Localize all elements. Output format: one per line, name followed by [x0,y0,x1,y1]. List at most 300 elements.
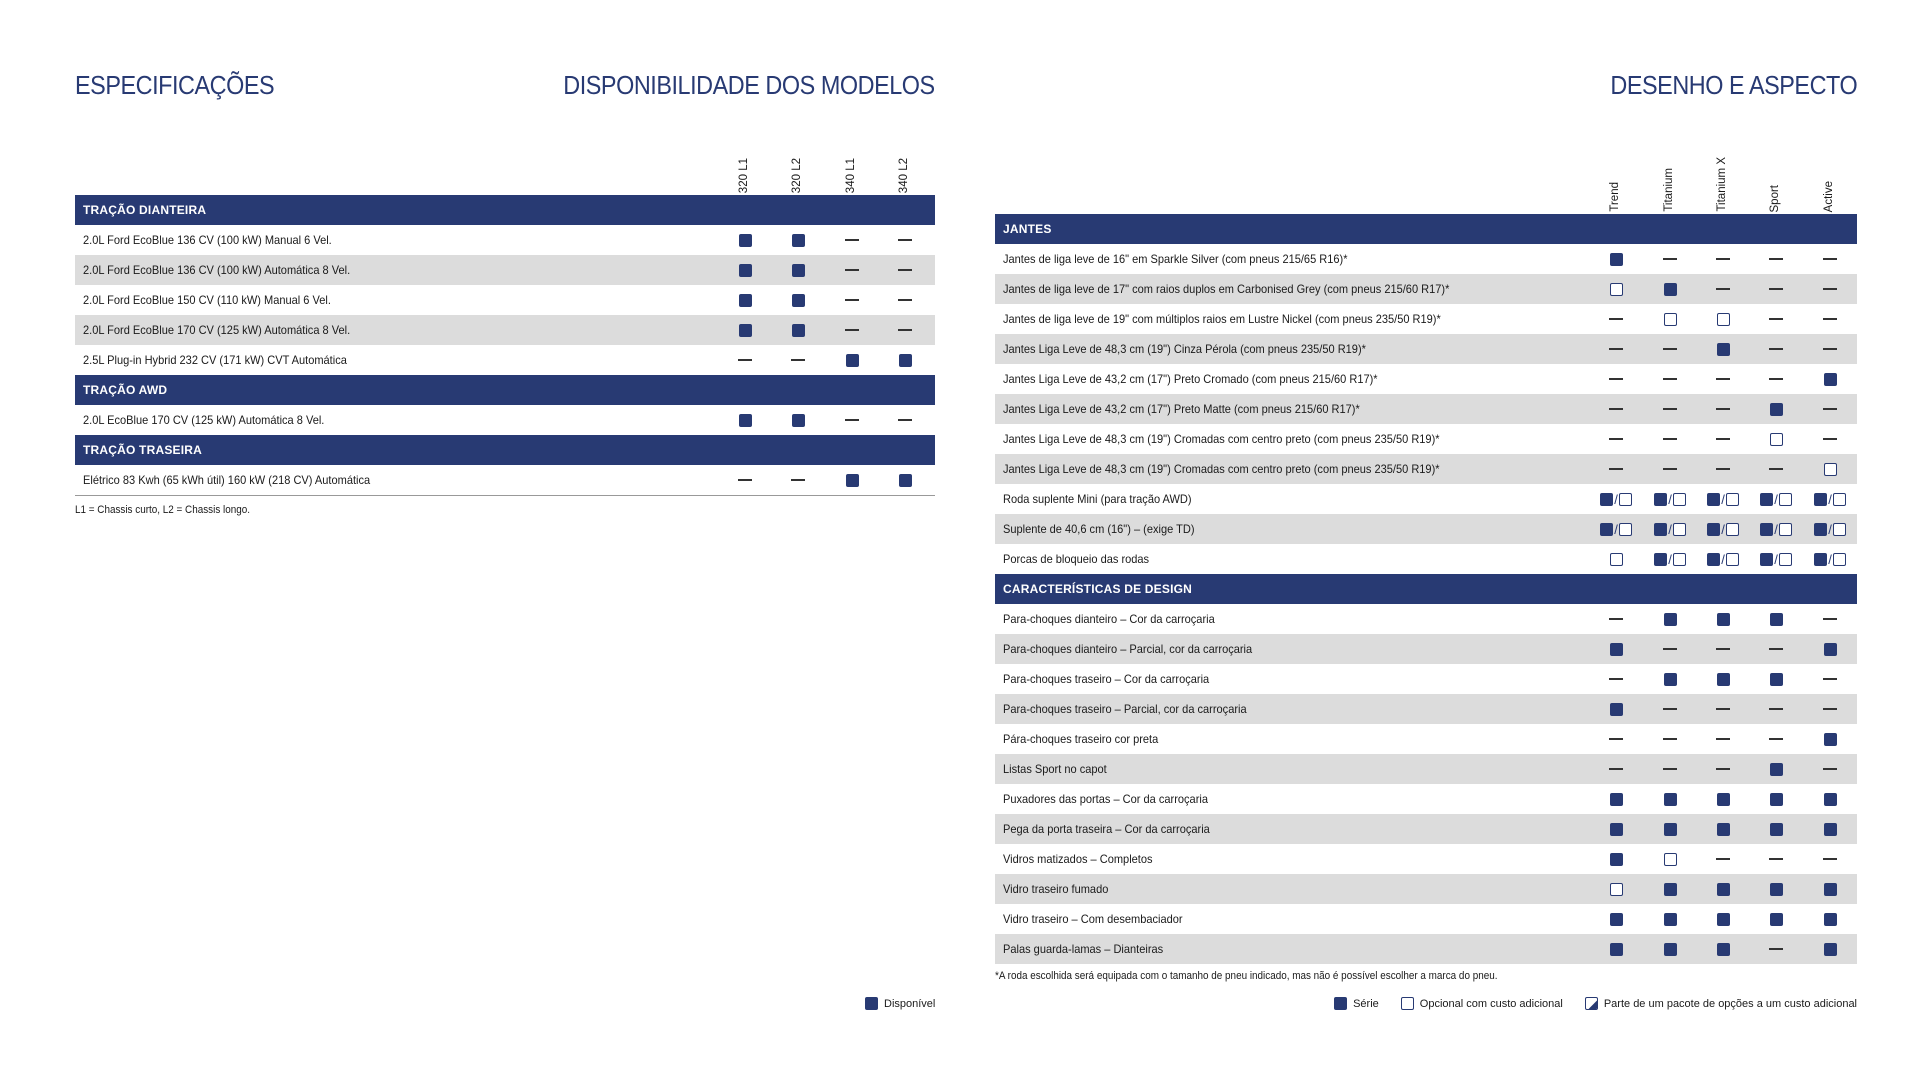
standard-square-icon [1824,823,1837,836]
value-cell [1812,514,1848,544]
not-available-dash [1769,858,1783,860]
row-label: Puxadores das portas – Cor da carroçaria [1003,792,1208,806]
value-cell [1652,544,1688,574]
value-cell [1598,394,1634,424]
not-available-dash [1609,618,1623,620]
value-cell [1758,694,1794,724]
column-header: Active [1823,180,1835,212]
value-cell [1812,544,1848,574]
value-cell [1812,724,1848,754]
table-row [75,345,935,375]
not-available-dash [898,419,912,421]
table-row [995,604,1857,634]
value-cell [1705,334,1741,364]
value-cell [727,225,763,255]
row-label: 2.0L Ford EcoBlue 136 CV (100 kW) Automática 8 Vel. [83,263,351,277]
value-cell [1758,814,1794,844]
standard-square-icon [792,324,805,337]
value-cell [887,255,923,285]
value-cell [1652,754,1688,784]
value-cell [1812,334,1848,364]
value-cell [1598,874,1634,904]
table-row [995,514,1857,544]
legend-optional [1401,997,1563,1010]
not-available-dash [1769,348,1783,350]
value-cell [1652,874,1688,904]
value-cell [1598,424,1634,454]
standard-square-icon [1717,613,1730,626]
table-row [995,424,1857,454]
table-row [995,694,1857,724]
not-available-dash [1823,678,1837,680]
not-available-dash [1769,738,1783,740]
not-available-dash [898,239,912,241]
value-cell [1758,904,1794,934]
value-cell [1705,934,1741,964]
value-cell [1812,394,1848,424]
standard-or-optional-icon: / [1600,523,1632,536]
standard-square-icon [792,234,805,247]
value-cell [834,255,870,285]
value-cell [780,285,816,315]
table-row [995,874,1857,904]
optional-square-icon [1717,313,1730,326]
standard-or-optional-icon: / [1814,493,1846,506]
not-available-dash [1663,768,1677,770]
not-available-dash [898,299,912,301]
row-label: Para-choques traseiro – Cor da carroçaria [1003,672,1210,686]
not-available-dash [1823,618,1837,620]
value-cell [1705,424,1741,454]
standard-square-icon [846,354,859,367]
value-cell [780,345,816,375]
value-cell [1705,724,1741,754]
standard-square-icon [1824,883,1837,896]
standard-square-icon [1610,853,1623,866]
value-cell [1812,364,1848,394]
value-cell [1758,604,1794,634]
standard-or-optional-icon: / [1707,553,1739,566]
value-cell [1812,814,1848,844]
left-legend [865,997,935,1010]
value-cell [834,285,870,315]
row-label: 2.0L Ford EcoBlue 136 CV (100 kW) Manual 6 Vel. [83,233,332,247]
column-header: Titanium X [1716,157,1728,212]
not-available-dash [845,239,859,241]
value-cell [1758,454,1794,484]
row-label: Jantes Liga Leve de 48,3 cm (19") Cromadas com centro preto (com pneus 235/50 R19)* [1003,432,1440,446]
table-body [995,214,1857,964]
value-cell [1705,754,1741,784]
design-title: DESENHO E ASPECTO [1610,70,1857,100]
value-cell [1705,454,1741,484]
table-row [995,544,1857,574]
not-available-dash [1663,378,1677,380]
standard-or-optional-icon: / [1707,523,1739,536]
value-cell [1758,364,1794,394]
optional-square-icon [1770,433,1783,446]
not-available-dash [1609,738,1623,740]
table-row [75,225,935,255]
value-cell [780,465,816,495]
not-available-dash [1609,768,1623,770]
not-available-dash [1716,408,1730,410]
standard-square-icon [792,294,805,307]
standard-or-optional-icon: / [1654,523,1686,536]
standard-square-icon [1610,913,1623,926]
row-label: Jantes de liga leve de 17" com raios duplos em Carbonised Grey (com pneus 215/60 R17)* [1003,282,1450,296]
value-cell [1598,814,1634,844]
not-available-dash [1609,438,1623,440]
optional-square-icon [1610,883,1623,896]
legend-available-label: Disponível [884,997,936,1010]
column-header: Titanium [1663,168,1675,212]
value-cell [1758,874,1794,904]
not-available-dash [1769,708,1783,710]
table-row [995,334,1857,364]
row-label: 2.0L EcoBlue 170 CV (125 kW) Automática 8 Vel. [83,413,325,427]
value-cell [1758,934,1794,964]
standard-or-optional-icon: / [1760,493,1792,506]
not-available-dash [1823,858,1837,860]
standard-square-icon [739,324,752,337]
standard-square-icon [1664,913,1677,926]
not-available-dash [1823,768,1837,770]
not-available-dash [1663,258,1677,260]
value-cell [1652,484,1688,514]
right-legend [1334,997,1857,1010]
legend-pack-label: Parte de um pacote de opções a um custo adicional [1603,997,1857,1010]
row-label: Pára-choques traseiro cor preta [1003,732,1159,746]
table-row [995,754,1857,784]
not-available-dash [1663,408,1677,410]
not-available-dash [738,479,752,481]
value-cell [727,465,763,495]
row-label: Jantes Liga Leve de 43,2 cm (17") Preto Cromado (com pneus 215/60 R17)* [1003,372,1378,386]
standard-square-icon [1664,283,1677,296]
table-row [995,304,1857,334]
row-label: Elétrico 83 Kwh (65 kWh útil) 160 kW (218 CV) Automática [83,473,371,487]
value-cell [1652,244,1688,274]
standard-square-icon [1610,793,1623,806]
standard-square-icon [1770,913,1783,926]
value-cell [1598,544,1634,574]
table-row [995,664,1857,694]
value-cell [887,405,923,435]
standard-square-icon [1770,793,1783,806]
standard-square-icon [1664,673,1677,686]
row-label: Jantes Liga Leve de 48,3 cm (19") Cinza Pérola (com pneus 235/50 R19)* [1003,342,1366,356]
value-cell [887,285,923,315]
value-cell [1812,934,1848,964]
value-cell [1705,784,1741,814]
not-available-dash [1716,378,1730,380]
value-cell [1598,304,1634,334]
value-cell [1812,844,1848,874]
standard-square-icon [899,474,912,487]
not-available-dash [1823,348,1837,350]
value-cell [1705,484,1741,514]
value-cell [780,225,816,255]
value-cell [1598,364,1634,394]
row-label: Jantes de liga leve de 19" com múltiplos raios em Lustre Nickel (com pneus 235/50 R19)* [1003,312,1441,326]
optional-square-icon [1664,853,1677,866]
not-available-dash [1716,858,1730,860]
row-label: Vidros matizados – Completos [1003,852,1153,866]
not-available-dash [791,359,805,361]
row-label: Jantes Liga Leve de 43,2 cm (17") Preto Matte (com pneus 215/60 R17)* [1003,402,1360,416]
column-headers [75,150,935,195]
value-cell [1652,604,1688,634]
value-cell [1652,394,1688,424]
row-label: Para-choques dianteiro – Cor da carroçaria [1003,612,1215,626]
table-row [75,315,935,345]
value-cell [1652,694,1688,724]
value-cell [1705,244,1741,274]
chassis-note: L1 = Chassis curto, L2 = Chassis longo. [75,504,251,516]
not-available-dash [1823,258,1837,260]
section-header: TRAÇÃO AWD [75,375,935,405]
value-cell [1598,454,1634,484]
value-cell [1652,844,1688,874]
value-cell [1812,424,1848,454]
value-cell [1652,454,1688,484]
value-cell [1652,784,1688,814]
value-cell [1705,304,1741,334]
value-cell [1758,664,1794,694]
table-row [995,454,1857,484]
legend-pack [1585,997,1857,1010]
value-cell [1652,904,1688,934]
standard-square-icon [1664,943,1677,956]
optional-square-icon [1610,283,1623,296]
value-cell [1705,604,1741,634]
section-header: TRAÇÃO TRASEIRA [75,435,935,465]
optional-icon [1401,997,1414,1010]
design-table [995,150,1857,982]
not-available-dash [1769,648,1783,650]
availability-title: DISPONIBILIDADE DOS MODELOS [563,70,935,100]
value-cell [1758,844,1794,874]
value-cell [1812,244,1848,274]
standard-or-optional-icon: / [1654,553,1686,566]
row-label: Jantes Liga Leve de 48,3 cm (19") Cromadas com centro preto (com pneus 235/50 R19)* [1003,462,1440,476]
value-cell [1705,364,1741,394]
not-available-dash [1769,948,1783,950]
table-row [995,814,1857,844]
standard-square-icon [739,234,752,247]
not-available-dash [1769,318,1783,320]
not-available-dash [791,479,805,481]
value-cell [1812,604,1848,634]
not-available-dash [1716,468,1730,470]
standard-square-icon [1610,643,1623,656]
value-cell [1652,274,1688,304]
standard-square-icon [1664,823,1677,836]
value-cell [1758,334,1794,364]
value-cell [1758,634,1794,664]
standard-square-icon [1610,703,1623,716]
standard-square-icon [1664,793,1677,806]
standard-square-icon [1717,943,1730,956]
table-row [995,394,1857,424]
not-available-dash [1716,768,1730,770]
row-label: Porcas de bloqueio das rodas [1003,552,1150,566]
value-cell [1598,244,1634,274]
standard-square-icon [1770,763,1783,776]
not-available-dash [1823,438,1837,440]
standard-square-icon [1824,643,1837,656]
row-label: Roda suplente Mini (para tração AWD) [1003,492,1192,506]
standard-square-icon [739,294,752,307]
standard-or-optional-icon: / [1600,493,1632,506]
optional-square-icon [1664,313,1677,326]
value-cell [834,315,870,345]
value-cell [1598,484,1634,514]
value-cell [1758,724,1794,754]
not-available-dash [1823,288,1837,290]
value-cell [1812,634,1848,664]
value-cell [1598,784,1634,814]
value-cell [1812,274,1848,304]
standard-square-icon [1717,883,1730,896]
not-available-dash [1823,408,1837,410]
not-available-dash [1716,438,1730,440]
value-cell [1652,724,1688,754]
not-available-dash [1609,468,1623,470]
standard-square-icon [792,264,805,277]
standard-square-icon [1664,613,1677,626]
section-header: CARACTERÍSTICAS DE DESIGN [995,574,1857,604]
value-cell [834,405,870,435]
value-cell [834,225,870,255]
value-cell [1705,544,1741,574]
standard-square-icon [792,414,805,427]
table-row [995,844,1857,874]
legend-standard [1334,997,1379,1010]
not-available-dash [845,329,859,331]
table-row [995,724,1857,754]
not-available-dash [1716,708,1730,710]
table-row [995,934,1857,964]
standard-square-icon [1770,883,1783,896]
value-cell [1652,514,1688,544]
standard-or-optional-icon: / [1654,493,1686,506]
not-available-dash [1716,288,1730,290]
table-row [75,285,935,315]
table-row [995,634,1857,664]
column-header: 340 L2 [898,157,910,193]
standard-or-optional-icon: / [1760,553,1792,566]
standard-square-icon [1717,343,1730,356]
table-row [995,244,1857,274]
value-cell [1812,694,1848,724]
value-cell [1812,784,1848,814]
value-cell [1652,664,1688,694]
divider [75,495,935,496]
not-available-dash [1663,438,1677,440]
value-cell [780,255,816,285]
row-label: Suplente de 40,6 cm (16") – (exige TD) [1003,522,1195,536]
row-label: Pega da porta traseira – Cor da carroçaria [1003,822,1210,836]
value-cell [727,405,763,435]
not-available-dash [1609,378,1623,380]
value-cell [1652,424,1688,454]
value-cell [1598,274,1634,304]
standard-square-icon [1824,733,1837,746]
column-header: Trend [1609,182,1621,212]
standard-square-icon [1824,373,1837,386]
tyre-footnote: *A roda escolhida será equipada com o tamanho de pneu indicado, mas não é possível escolher a marca do pneu. [995,970,1498,982]
standard-square-icon [1770,673,1783,686]
value-cell [1812,664,1848,694]
value-cell [1705,634,1741,664]
value-cell [1758,514,1794,544]
standard-square-icon [1664,883,1677,896]
value-cell [1812,304,1848,334]
standard-or-optional-icon: / [1814,553,1846,566]
not-available-dash [845,299,859,301]
value-cell [1758,484,1794,514]
section-header: TRAÇÃO DIANTEIRA [75,195,935,225]
value-cell [834,345,870,375]
not-available-dash [845,419,859,421]
value-cell [1705,274,1741,304]
not-available-dash [898,269,912,271]
value-cell [727,285,763,315]
standard-square-icon [846,474,859,487]
standard-square-icon [739,414,752,427]
not-available-dash [1609,678,1623,680]
value-cell [1812,874,1848,904]
value-cell [887,225,923,255]
not-available-dash [1769,468,1783,470]
value-cell [1652,814,1688,844]
not-available-dash [1663,708,1677,710]
standard-square-icon [899,354,912,367]
standard-icon [1334,997,1347,1010]
not-available-dash [1769,258,1783,260]
not-available-dash [1609,318,1623,320]
row-label: 2.5L Plug-in Hybrid 232 CV (171 kW) CVT Automática [83,353,347,367]
value-cell [1705,664,1741,694]
value-cell [1598,664,1634,694]
value-cell [1705,694,1741,724]
section-header: JANTES [995,214,1857,244]
value-cell [1758,394,1794,424]
value-cell [887,345,923,375]
standard-square-icon [1770,403,1783,416]
value-cell [1705,844,1741,874]
not-available-dash [898,329,912,331]
standard-square-icon [1717,673,1730,686]
value-cell [834,465,870,495]
standard-square-icon [1824,943,1837,956]
value-cell [1598,634,1634,664]
standard-or-optional-icon: / [1814,523,1846,536]
value-cell [1598,754,1634,784]
not-available-dash [1716,648,1730,650]
value-cell [1598,844,1634,874]
specifications-title: ESPECIFICAÇÕES [75,70,275,100]
not-available-dash [1769,288,1783,290]
not-available-dash [1609,408,1623,410]
value-cell [780,405,816,435]
standard-or-optional-icon: / [1760,523,1792,536]
table-row [75,465,935,495]
value-cell [1705,514,1741,544]
row-label: Listas Sport no capot [1003,762,1107,776]
